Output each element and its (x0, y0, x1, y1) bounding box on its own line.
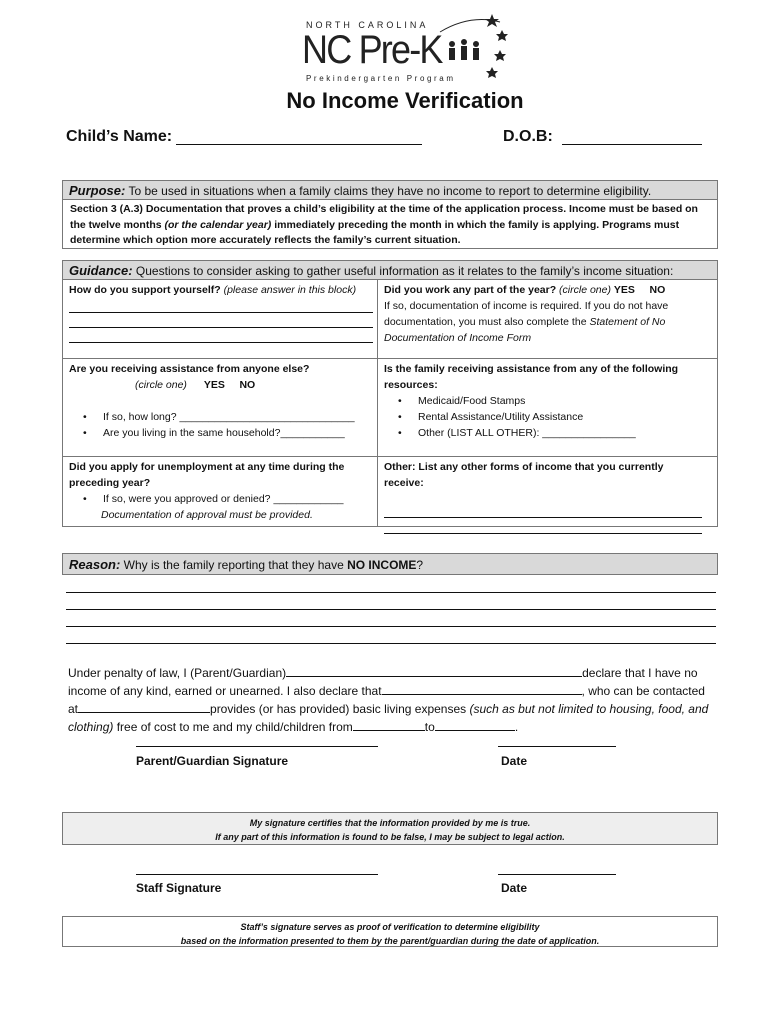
reason-text-b: ? (416, 558, 424, 572)
q2-cell (384, 282, 710, 346)
reason-text-bold: NO INCOME (347, 558, 417, 572)
logo-state-text: NORTH CAROLINA (306, 20, 429, 30)
parent-date-field[interactable] (498, 746, 616, 747)
q3-yes-no[interactable]: YES NO (203, 379, 256, 391)
q3-bullet-1[interactable]: • If so, how long? ______________________________ (69, 409, 373, 425)
purpose-body-italic: (or the calendar year) (164, 218, 272, 231)
q6-cell (384, 459, 704, 491)
reason-line-2[interactable] (66, 609, 716, 610)
parent-signature-label: Parent/Guardian Signature (136, 754, 289, 768)
decl-p6: to (424, 720, 435, 734)
q6-question: Other: List any other forms of income that you currently receive: (384, 461, 664, 489)
q5-cell (69, 459, 373, 523)
decl-p1: Under penalty of law, I (Parent/Guardian) (68, 666, 287, 680)
q4-bullet-1: • Medicaid/Food Stamps (384, 393, 710, 409)
q1-question: How do you support yourself? (69, 284, 221, 296)
purpose-body-a: Section 3 (A.3) Documentation that proves a child’s eligibility at the time of the application process. Income must be based on the twelve months (70, 203, 698, 231)
stars-children-icon (430, 12, 510, 82)
q5-bullet[interactable]: • If so, were you approved or denied? ____________ (69, 491, 373, 507)
nc-prek-logo (300, 12, 510, 82)
logo-brand-text: NC Pre-K (302, 28, 442, 72)
declaration-paragraph (68, 664, 714, 736)
q4-bullet-3[interactable]: • Other (LIST ALL OTHER): ________________ (384, 425, 710, 441)
q2-form-name: Statement of No Documentation of Income Form (384, 316, 666, 344)
q3-cell (69, 361, 373, 441)
q4-bullet-2: • Rental Assistance/Utility Assistance (384, 409, 710, 425)
guidance-divider-vertical (377, 279, 378, 527)
q6-answer-line-2[interactable] (384, 519, 702, 534)
decl-p4-italic: (such as but not limited to housing, food, and clothing) (68, 702, 709, 734)
purpose-label: Purpose: (69, 183, 126, 198)
q1-answer-line-3[interactable] (69, 328, 373, 343)
reason-header (62, 553, 718, 575)
q3-question: Are you receiving assistance from anyone else? (69, 363, 310, 375)
guidance-header (62, 260, 718, 280)
q3-bullet-2[interactable]: • Are you living in the same household?___________ (69, 425, 373, 441)
q1-answer-line-1[interactable] (69, 298, 373, 313)
purpose-body-b: immediately preceding the month in which the family is applying. Programs must determine which option more accurately reflects the family’s current situation. (70, 218, 680, 246)
notice2-line-1: Staff’s signature serves as proof of verification to determine eligibility (240, 922, 540, 932)
guidance-text: Questions to consider asking to gather useful information as it relates to the family’s income situation: (135, 264, 674, 278)
q2-yes-no[interactable]: YES NO (613, 284, 666, 296)
guidance-divider-row1 (62, 358, 718, 359)
dob-field[interactable] (562, 144, 702, 145)
reason-line-4[interactable] (66, 643, 716, 644)
q1-answer-line-2[interactable] (69, 313, 373, 328)
staff-date-label: Date (501, 881, 528, 895)
q2-text: If so, documentation of income is required. If you do not have documentation, you must also complete the (384, 300, 669, 328)
q6-answer-line-1[interactable] (384, 503, 702, 518)
guidance-label: Guidance: (69, 263, 133, 278)
q2-circle-hint: (circle one) (559, 284, 611, 296)
reason-line-1[interactable] (66, 592, 716, 593)
purpose-body (62, 199, 718, 249)
notice1-line-1: My signature certifies that the information provided by me is true. (249, 818, 531, 828)
q2-question: Did you work any part of the year? (384, 284, 557, 296)
page-title: No Income Verification (286, 88, 524, 113)
q4-question: Is the family receiving assistance from any of the following resources: (384, 363, 679, 391)
q5-note: Documentation of approval must be provided. (101, 509, 313, 521)
staff-signature-field[interactable] (136, 874, 378, 875)
purpose-header (62, 180, 718, 200)
decl-p2: declare that I have no income of any kind, earned or unearned. I also declare that (68, 666, 698, 698)
q1-cell (69, 282, 373, 343)
parent-signature-field[interactable] (136, 746, 378, 747)
child-name-field[interactable] (176, 144, 422, 145)
q1-hint: (please answer in this block) (223, 284, 357, 296)
staff-signature-label: Staff Signature (136, 881, 222, 895)
purpose-text: To be used in situations when a family claims they have no income to report to determine eligibility. (128, 184, 652, 198)
guidance-divider-row2 (62, 456, 718, 457)
reason-line-3[interactable] (66, 626, 716, 627)
reason-label: Reason: (69, 557, 121, 572)
q5-question: Did you apply for unemployment at any time during the preceding year? (69, 461, 345, 489)
staff-date-field[interactable] (498, 874, 616, 875)
provider-name-field[interactable] (382, 682, 582, 695)
q4-cell (384, 361, 710, 441)
decl-p7: . (514, 720, 519, 734)
parent-name-field[interactable] (286, 664, 582, 677)
dob-label: D.O.B: (503, 128, 553, 145)
q3-circle-hint: (circle one) (135, 379, 187, 391)
child-name-label: Child’s Name: (66, 128, 173, 145)
parent-date-label: Date (501, 754, 528, 768)
notice1-line-2: If any part of this information is found to be false, I may be subject to legal action. (215, 832, 565, 842)
decl-p5: free of cost to me and my child/children from (113, 720, 353, 734)
parent-certification-notice (62, 812, 718, 845)
staff-verification-notice (62, 916, 718, 947)
to-date-field[interactable] (435, 718, 515, 731)
contact-field[interactable] (78, 700, 210, 713)
decl-p3: , who can be contacted at (68, 684, 705, 716)
notice2-line-2: based on the information presented to them by the parent/guardian during the date of application. (180, 936, 600, 946)
from-date-field[interactable] (353, 718, 425, 731)
reason-text-a: Why is the family reporting that they have (123, 558, 348, 572)
logo-sub-text: Prekindergarten Program (306, 74, 456, 83)
decl-p4: provides (or has provided) basic living expenses (210, 702, 470, 716)
